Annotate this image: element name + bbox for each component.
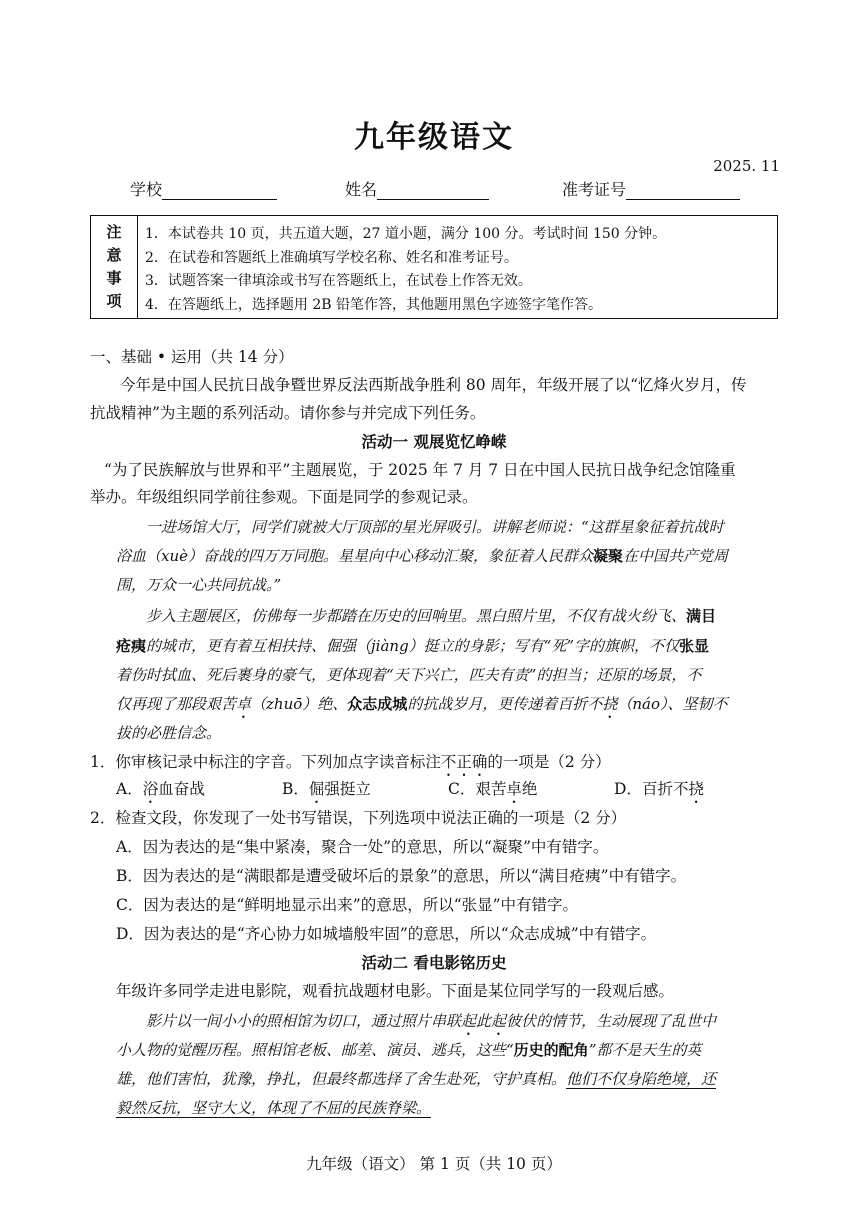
school-field [130, 177, 277, 200]
exam-id-field [562, 177, 740, 200]
record-line: 围，万众一心共同抗战。” [116, 576, 282, 594]
record-line: 步入主题展区，仿佛每一步都踏在历史的回响里。黑白照片里，不仅有战火纷飞、满目 [146, 607, 717, 625]
record-line: 拔的必胜信念。 [116, 724, 222, 742]
notice-item: 2．在试卷和答题纸上准确填写学校名称、姓名和准考证号。 [145, 249, 518, 266]
notice-heading-char: 事 [106, 269, 122, 287]
question-1-stem: 1．你审核记录中标注的字音。下列加点字读音标注不正确的一项是（2 分） [90, 753, 611, 771]
activity2-title: 活动二 看电影铭历史 [361, 953, 507, 972]
record-line: 疮痍的城市，更有着互相扶持、倔强（jiàng）挺立的身影；写有“死”字的旗帜，不仅张显 [116, 637, 710, 655]
school-label: 学校 [130, 180, 163, 199]
notice-heading-char: 项 [106, 292, 122, 310]
question-1-options [0, 777, 868, 805]
section-heading: 一、基础 • 运用（共 14 分） [90, 348, 294, 366]
q1-option-b[interactable]: B．倔强挺立 [282, 780, 371, 798]
notice-heading [91, 216, 138, 318]
page-title: 九年级语文 [354, 120, 514, 155]
exam-date: 2025. 11 [713, 157, 780, 175]
q2-option-d[interactable]: D．因为表达的是“齐心协力如城墙般牢固”的意思，所以“众志成城”中有错字。 [116, 925, 657, 943]
notice-item: 3．试题答案一律填涂或书写在答题纸上，在试卷上作答无效。 [145, 273, 532, 289]
activity1-title: 活动一 观展览忆峥嵘 [361, 432, 507, 451]
q2-option-a[interactable]: A．因为表达的是“集中紧凑，聚合一处”的意思，所以“凝聚”中有错字。 [116, 838, 609, 856]
q1-option-c[interactable]: C．艰苦卓绝 [448, 780, 538, 798]
review-line: 雄，他们害怕，犹豫，挣扎，但最终都选择了舍生赴死，守护真相。他们不仅身陷绝境，还 [116, 1070, 717, 1088]
notice-heading-char: 意 [106, 246, 122, 264]
section-intro-line: 今年是中国人民抗日战争暨世界反法西斯战争胜利 80 周年，年级开展了以“忆烽火岁月，传 [120, 376, 747, 394]
notice-items [145, 223, 666, 317]
page-footer: 九年级（语文） 第 1 页（共 10 页） [306, 1155, 562, 1173]
review-line: 小人物的觉醒历程。照相馆老板、邮差、演员、逃兵，这些“历史的配角”都不是天生的英 [116, 1041, 702, 1059]
record-line: 仅再现了那段艰苦卓（zhuō）绝、众志成城的抗战岁月，更传递着百折不挠（náo）、坚韧不 [116, 695, 728, 713]
activity1-intro-line: “为了民族解放与世界和平”主题展览，于 2025 年 7 月 7 日在中国人民抗日战争纪念馆隆重 [104, 461, 736, 479]
record-line: 浴血（xuè）奋战的四万万同胞。星星向中心移动汇聚，象征着人民群众凝聚在中国共产党周 [116, 547, 729, 565]
notice-box [90, 215, 778, 319]
review-line: 影片以一间小小的照相馆为切口，通过照片串联起此起彼伏的情节，生动展现了乱世中 [146, 1012, 717, 1030]
school-blank [162, 181, 277, 200]
section-intro-line: 抗战精神”为主题的系列活动。请你参与并完成下列任务。 [90, 404, 486, 422]
q1-option-a[interactable]: A．浴血奋战 [116, 780, 205, 798]
notice-heading-char: 注 [106, 223, 122, 241]
review-line: 毅然反抗，坚守大义，体现了不屈的民族脊梁。 [116, 1099, 432, 1117]
q2-option-c[interactable]: C．因为表达的是“鲜明地显示出来”的意思，所以“张显”中有错字。 [116, 896, 579, 914]
name-field [345, 177, 489, 200]
name-blank [377, 181, 489, 200]
notice-item: 4．在答题纸上，选择题用 2B 铅笔作答，其他题用黑色字迹签字笔作答。 [145, 296, 603, 313]
activity2-intro: 年级许多同学走进电影院，观看抗战题材电影。下面是某位同学写的一段观后感。 [116, 982, 675, 1000]
question-2-stem: 2．检查文段，你发现了一处书写错误，下列选项中说法正确的一项是（2 分） [90, 809, 627, 827]
record-line: 一进场馆大厅，同学们就被大厅顶部的星光屏吸引。讲解老师说：“这群星象征着抗战时 [146, 518, 724, 536]
activity1-intro-line: 举办。年级组织同学前往参观。下面是同学的参观记录。 [90, 488, 478, 506]
notice-item: 1．本试卷共 10 页，共五道大题，27 道小题，满分 100 分。考试时间 150 分钟。 [145, 226, 667, 242]
name-label: 姓名 [345, 180, 378, 199]
exam-id-label: 准考证号 [562, 180, 627, 199]
record-line: 着伤时拭血、死后裹身的豪气，更体现着“天下兴亡，匹夫有责”的担当；还原的场景，不 [116, 666, 702, 684]
q2-option-b[interactable]: B．因为表达的是“满眼都是遭受破坏后的景象”的意思，所以“满目疮痍”中有错字。 [116, 867, 687, 885]
q1-option-d[interactable]: D．百折不挠 [614, 780, 704, 798]
exam-id-blank [626, 181, 740, 200]
